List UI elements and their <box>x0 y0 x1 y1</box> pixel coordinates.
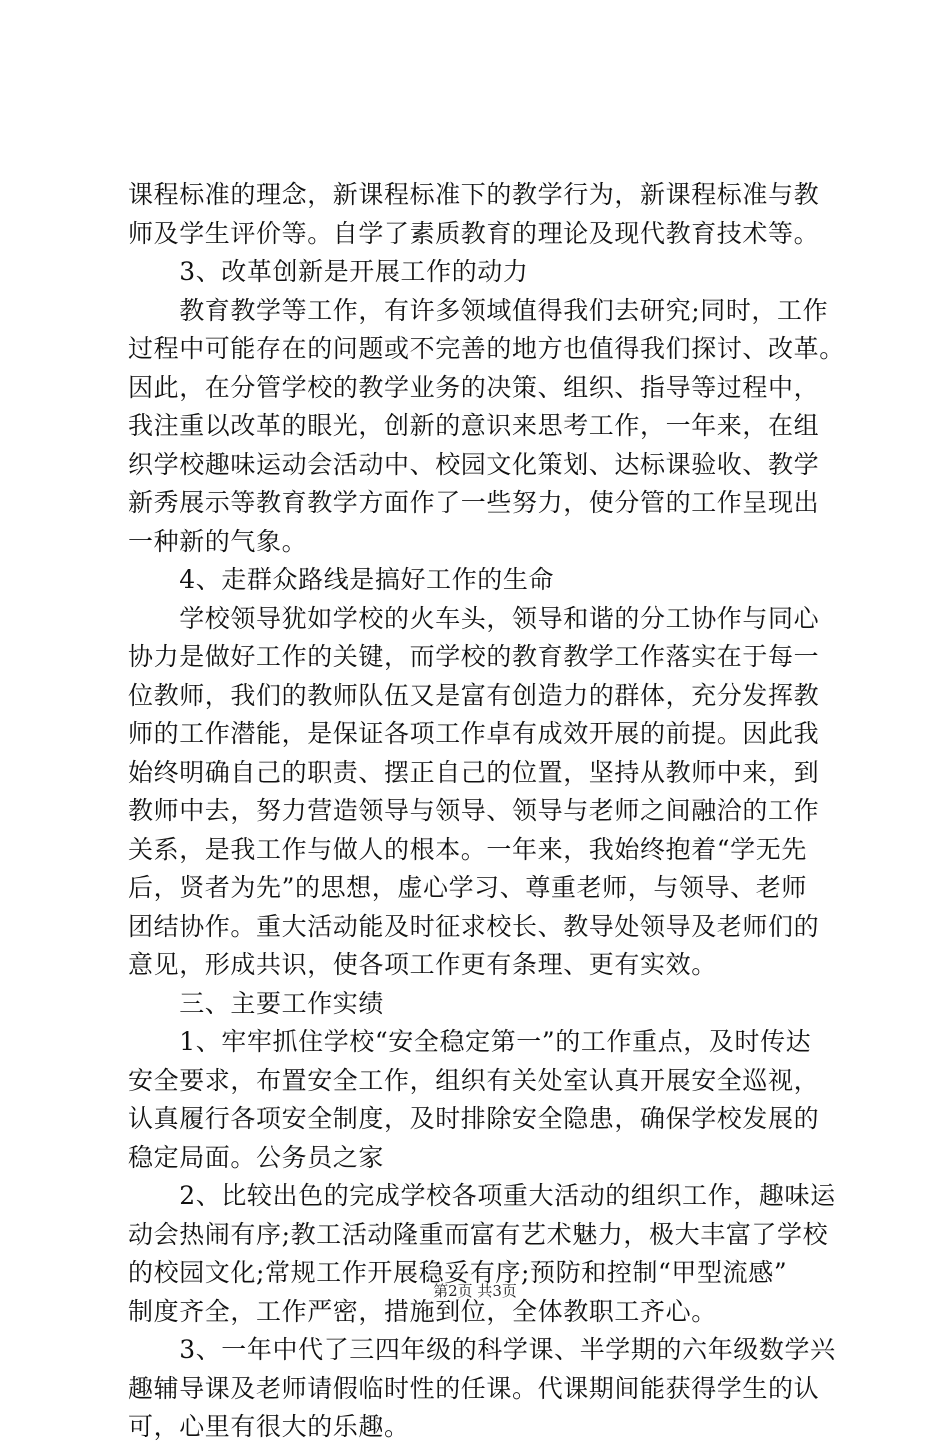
section-heading: 3、改革创新是开展工作的动力 <box>128 257 529 286</box>
text-line: 动会热闹有序;教工活动隆重而富有艺术魅力，极大丰富了学校 <box>128 1219 829 1249</box>
text-line: 意见，形成共识，使各项工作更有条理、更有实效。 <box>128 950 717 979</box>
text-line: 1、牢牢抓住学校“安全稳定第一”的工作重点，及时传达 <box>128 1027 812 1056</box>
text-line: 关系，是我工作与做人的根本。一年来，我始终抱着“学无先 <box>128 834 807 864</box>
text-line: 始终明确自己的职责、摆正自己的位置，坚持从教师中来，到 <box>128 757 820 787</box>
text-line: 课程标准的理念，新课程标准下的教学行为，新课程标准与教 <box>128 180 820 209</box>
page-footer <box>0 1280 950 1301</box>
text-line: 安全要求，布置安全工作，组织有关处室认真开展安全巡视， <box>128 1065 820 1095</box>
text-line: 我注重以改革的眼光，创新的意识来思考工作，一年来，在组 <box>128 411 820 440</box>
text-line: 位教师，我们的教师队伍又是富有创造力的群体，充分发挥教 <box>128 680 820 710</box>
text-line: 新秀展示等教育教学方面作了一些努力，使分管的工作呈现出 <box>128 488 820 517</box>
text-line: 后，贤者为先”的思想，虚心学习、尊重老师，与领导、老师 <box>128 873 807 902</box>
text-line: 的校园文化;常规工作开展稳妥有序;预防和控制“甲型流感” <box>128 1258 788 1287</box>
text-line: 可，心里有很大的乐趣。 <box>128 1412 410 1441</box>
text-line: 师及学生评价等。自学了素质教育的理论及现代教育技术等。 <box>128 218 820 248</box>
text-line: 趣辅导课及老师请假临时性的任课。代课期间能获得学生的认 <box>128 1373 820 1403</box>
text-line: 织学校趣味运动会活动中、校园文化策划、达标课验收、教学 <box>128 449 820 479</box>
section-heading: 4、走群众路线是搞好工作的生命 <box>128 565 555 594</box>
text-line: 2、比较出色的完成学校各项重大活动的组织工作，趣味运 <box>128 1181 836 1210</box>
text-line: 稳定局面。公务员之家 <box>128 1142 385 1172</box>
text-line: 师的工作潜能，是保证各项工作卓有成效开展的前提。因此我 <box>128 719 820 748</box>
text-line: 过程中可能存在的问题或不完善的地方也值得我们探讨、改革。 <box>128 334 845 363</box>
text-line: 3、一年中代了三四年级的科学课、半学期的六年级数学兴 <box>128 1335 836 1364</box>
text-line: 学校领导犹如学校的火车头，领导和谐的分工协作与同心 <box>128 603 820 633</box>
document-body <box>128 176 848 1447</box>
text-line: 团结协作。重大活动能及时征求校长、教导处领导及老师们的 <box>128 911 820 941</box>
text-line: 因此，在分管学校的教学业务的决策、组织、指导等过程中， <box>128 372 820 402</box>
text-line: 一种新的气象。 <box>128 526 308 556</box>
text-line: 制度齐全，工作严密，措施到位，全体教职工齐心。 <box>128 1296 717 1326</box>
page-number-label: 第2页 共3页 <box>433 1282 517 1300</box>
text-line: 认真履行各项安全制度，及时排除安全隐患，确保学校发展的 <box>128 1104 820 1133</box>
section-heading: 三、主要工作实绩 <box>128 988 385 1018</box>
text-line: 教育教学等工作，有许多领域值得我们去研究;同时，工作 <box>128 295 829 325</box>
text-line: 协力是做好工作的关键，而学校的教育教学工作落实在于每一 <box>128 642 820 671</box>
text-line: 教师中去，努力营造领导与领导、领导与老师之间融洽的工作 <box>128 796 820 825</box>
